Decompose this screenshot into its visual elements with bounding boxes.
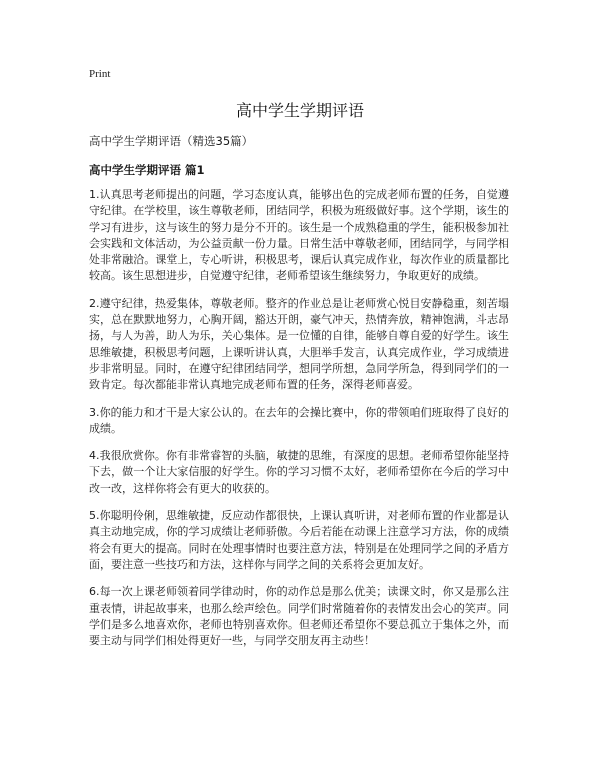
- article-body: [89, 187, 509, 660]
- paragraph-2: 2.遵守纪律，热爱集体，尊敬老师。整齐的作业总是让老师赏心悦目安静稳重，刻苦塌实，总在默默地努力，心胸开阔，豁达开朗，豪气冲天，热情奔放，精神饱满，斗志昂扬，与人为善，助人为乐，关心集体。是一位懂的自律，能够自尊自爱的好学生。该生思维敏捷，积极思考问题，上课听讲认真，大胆举手发言，认真完成作业，学习成绩进步非常明显。同时，在遵守纪律团结同学，想同学所想，急同学所急，得到同学们的一致肯定。每次都能非常认真地完成老师布置的任务，深得老师喜爱。: [89, 296, 509, 392]
- paragraph-5: 5.你聪明伶俐，思维敏捷，反应动作都很快，上课认真听讲，对老师布置的作业都是认真主动地完成，你的学习成绩让老师骄傲。今后若能在动课上注意学习方法，你的成绩将会有更大的提高。同时在处理事情时也要注意方法，特别是在处理同学之间的矛盾方面，要注意一些技巧和方法，这样你与同学之间的关系将会更加友好。: [89, 509, 509, 571]
- paragraph-4: 4.我很欣赏你。你有非常睿智的头脑，敏捷的思维，有深度的思想。老师希望你能坚持下去，做一个让大家信服的好学生。你的学习习惯不太好，老师希望你在今后的学习中改一改，这样你将会有更大的收获的。: [89, 449, 509, 495]
- print-link[interactable]: Print: [89, 68, 111, 80]
- paragraph-3: 3.你的能力和才干是大家公认的。在去年的会操比赛中，你的带领咱们班取得了良好的成绩。: [89, 405, 509, 435]
- section-heading: 高中学生学期评语 篇1: [89, 163, 205, 177]
- document-subtitle: 高中学生学期评语（精选35篇）: [89, 134, 254, 148]
- paragraph-1: 1.认真思考老师提出的问题，学习态度认真，能够出色的完成老师布置的任务，自觉遵守纪律。在学校里，该生尊敬老师，团结同学，积极为班级做好事。这个学期，该生的学习有进步，这与该生的努力是分不开的。该生是一个成熟稳重的学生，能积极参加社会实践和文体活动，为公益贡献一份力量。日常生活中尊敬老师，团结同学，与同学相处非常融洽。课堂上，专心听讲，积极思考，课后认真完成作业，每次作业的质量都比较高。该生思想进步，自觉遵守纪律，老师希望该生继续努力，争取更好的成绩。: [89, 188, 509, 283]
- paragraph-6: 6.每一次上课老师领着同学律动时，你的动作总是那么优美；读课文时，你又是那么注重表情，讲起故事来，也那么绘声绘色。同学们时常随着你的表情发出会心的笑声。同学们是多么地喜欢你，老师也特别喜欢你。但老师还希望你不要总孤立于集体之外，而要主动与同学们相处得更好一些，与同学交朋友再主动些！: [89, 585, 509, 648]
- page-title: 高中学生学期评语: [235, 101, 364, 120]
